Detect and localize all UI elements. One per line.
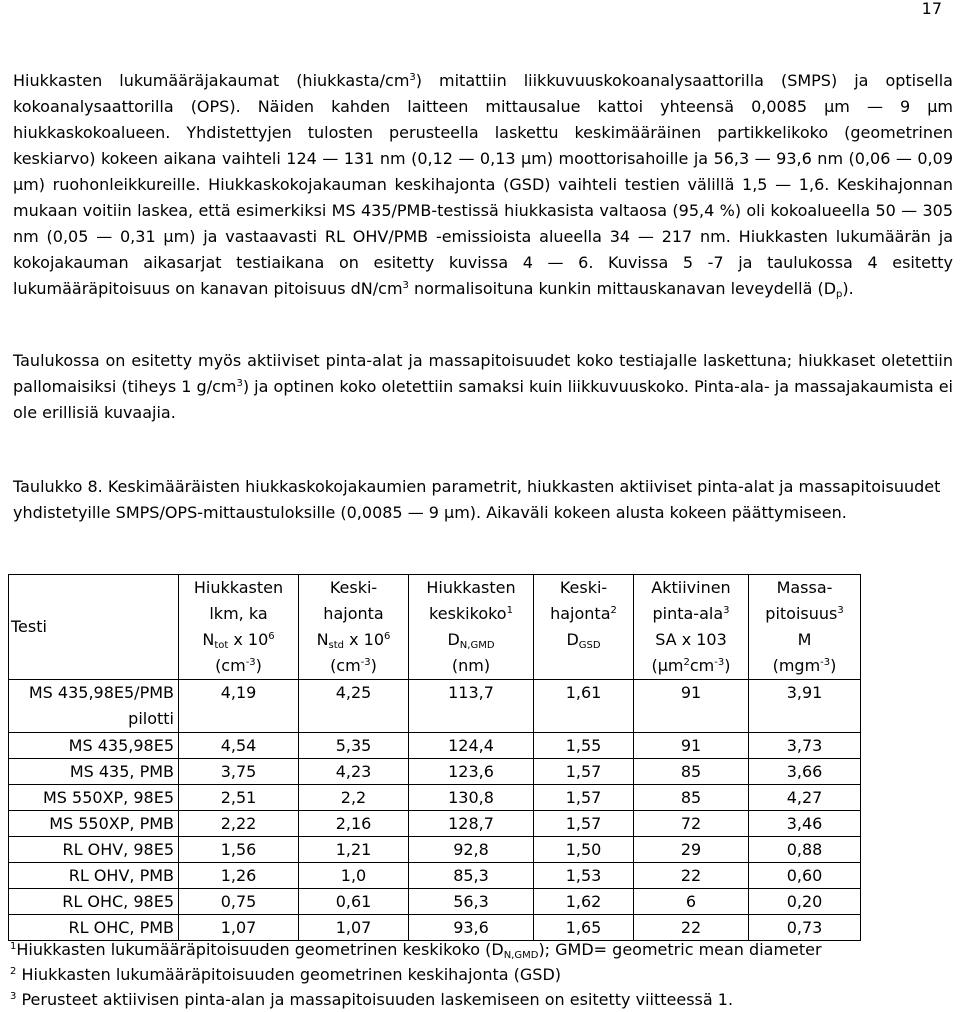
cell-m: 0,73 (749, 915, 861, 941)
table-header-row (9, 575, 861, 680)
cell-testi: MS 550XP, 98E5 (9, 785, 179, 811)
header-mass-concentration: Massa- pitoisuus$^3$ M (mgm$^{-3}$) (749, 575, 861, 680)
table-row (9, 811, 861, 837)
cell-std: 4,23 (299, 759, 409, 785)
table-row (9, 863, 861, 889)
cell-std: 4,25 (299, 680, 409, 733)
cell-sa: 22 (634, 915, 749, 941)
cell-sa: 29 (634, 837, 749, 863)
cell-n: 4,54 (179, 733, 299, 759)
footnote-1: $^1$Hiukkasten lukumääräpitoisuuden geometrinen keskikoko $(D_{N,GMD})$; GMD= geometric mean diameter (10, 940, 822, 961)
cell-testi: MS 550XP, PMB (9, 811, 179, 837)
cell-gmd: 123,6 (409, 759, 534, 785)
body-paragraph-2: Taulukossa on esitetty myös aktiiviset pinta-alat ja massapitoisuudet koko testiajalle laskettuna; hiukkaset oletettiin pallomaisiksi (tiheys 1 $g/cm^3$) ja optinen koko oletettiin samaksi kuin liikkuvuuskoko. Pinta-ala- ja massajakaumista ei ole erillisiä kuvaajia. (13, 351, 954, 422)
cell-n: 3,75 (179, 759, 299, 785)
header-active-surface: Aktiivinen pinta-ala$^3$ SA x 103 $(\mu m^2cm^{-3})$ (634, 575, 749, 680)
cell-sa: 6 (634, 889, 749, 915)
footnote-3: $^3$ Perusteet aktiivisen pinta-alan ja massapitoisuuden laskemiseen on esitetty viitteessä 1. (10, 990, 734, 1009)
table-row (9, 680, 861, 733)
body-paragraph-1: Hiukkasten lukumääräjakaumat $(hiukkasta/cm^3)$ mitattiin liikkuvuuskokoanalysaattorilla (SMPS) ja optisella kokoanalysaattorilla (OPS). Näiden kahden laitteen mittausalue kattoi yhteensä 0,0085 µm — 9 µm hiukkaskokoalueen. Yhdistettyjen tulosten perusteella laskettu keskimääräinen partikkelikoko (geometrinen keskiarvo) kokeen aikana vaihteli 124 — 131 nm (0,12 — 0,13 µm) moottorisahoille ja 56,3 — 93,6 nm (0,06 — 0,09 µm) ruohonleikkureille. Hiukkaskokojakauman keskihajonta (GSD) vaihteli testien välillä 1,5 — 1,6. Keskihajonnan mukaan voitiin laskea, että esimerkiksi MS 435/PMB-testissä hiukkasista valtaosa (95,4 %) oli kokoalueella 50 — 305 nm (0,05 — 0,31 µm) ja vastaavasti RL OHV/PMB -emissioista alueella 34 — 217 nm. Hiukkasten lukumäärän ja kokojakauman aikasarjat testiaikana on esitetty kuvissa 4 — 6. Kuvissa 5 -7 ja taulukossa 4 esitetty lukumääräpitoisuus on kanavan pitoisuus $dN/cm^3$ normalisoituna kunkin mittauskanavan leveydellä $(D_p)$. (13, 71, 953, 300)
cell-m: 3,91 (749, 680, 861, 733)
cell-n: 1,26 (179, 863, 299, 889)
cell-sa: 85 (634, 785, 749, 811)
cell-std: 2,2 (299, 785, 409, 811)
cell-sa: 85 (634, 759, 749, 785)
cell-n: 2,22 (179, 811, 299, 837)
header-gsd: Keski- hajonta$^2$ $D_{GSD}$ (534, 575, 634, 680)
header-testi: Testi (9, 575, 179, 680)
table-row (9, 759, 861, 785)
cell-gmd: 92,8 (409, 837, 534, 863)
cell-std: 1,21 (299, 837, 409, 863)
cell-n: 1,07 (179, 915, 299, 941)
table-row (9, 733, 861, 759)
table-row (9, 915, 861, 941)
cell-std: 5,35 (299, 733, 409, 759)
header-mean-size: Hiukkasten keskikoko$^1$ $D_{N,GMD}$ (nm) (409, 575, 534, 680)
footnote-2: $^2$ Hiukkasten lukumääräpitoisuuden geometrinen keskihajonta (GSD) (10, 965, 561, 984)
cell-m: 3,46 (749, 811, 861, 837)
cell-gsd: 1,50 (534, 837, 634, 863)
cell-n: 0,75 (179, 889, 299, 915)
cell-testi: RL OHC, 98E5 (9, 889, 179, 915)
cell-std: 2,16 (299, 811, 409, 837)
table-row (9, 785, 861, 811)
cell-gmd: 124,4 (409, 733, 534, 759)
cell-gmd: 128,7 (409, 811, 534, 837)
cell-sa: 91 (634, 680, 749, 733)
header-std-deviation: Keski- hajonta $N_{std}$ x $10^6$ $(cm^{-3})$ (299, 575, 409, 680)
cell-sa: 91 (634, 733, 749, 759)
cell-gmd: 130,8 (409, 785, 534, 811)
cell-m: 0,60 (749, 863, 861, 889)
cell-testi: MS 435,98E5 (9, 733, 179, 759)
cell-m: 0,88 (749, 837, 861, 863)
cell-gmd: 85,3 (409, 863, 534, 889)
cell-testi: RL OHC, PMB (9, 915, 179, 941)
cell-n: 4,19 (179, 680, 299, 733)
results-table (8, 574, 861, 941)
cell-sa: 22 (634, 863, 749, 889)
cell-m: 0,20 (749, 889, 861, 915)
cell-m: 4,27 (749, 785, 861, 811)
cell-m: 3,73 (749, 733, 861, 759)
page-number: 17 (921, 0, 942, 18)
cell-std: 0,61 (299, 889, 409, 915)
cell-m: 3,66 (749, 759, 861, 785)
cell-gsd: 1,57 (534, 759, 634, 785)
cell-gsd: 1,55 (534, 733, 634, 759)
cell-gsd: 1,53 (534, 863, 634, 889)
cell-gsd: 1,61 (534, 680, 634, 733)
cell-gsd: 1,57 (534, 785, 634, 811)
cell-testi: MS 435,98E5/PMB pilotti (9, 680, 179, 733)
cell-gmd: 113,7 (409, 680, 534, 733)
cell-gmd: 93,6 (409, 915, 534, 941)
cell-gmd: 56,3 (409, 889, 534, 915)
cell-testi: RL OHV, PMB (9, 863, 179, 889)
header-particle-count: Hiukkasten lkm, ka $N_{tot}$ x $10^6$ $(cm^{-3})$ (179, 575, 299, 680)
table-row (9, 889, 861, 915)
cell-std: 1,07 (299, 915, 409, 941)
cell-gsd: 1,62 (534, 889, 634, 915)
cell-n: 1,56 (179, 837, 299, 863)
cell-testi: RL OHV, 98E5 (9, 837, 179, 863)
cell-sa: 72 (634, 811, 749, 837)
cell-gsd: 1,65 (534, 915, 634, 941)
cell-std: 1,0 (299, 863, 409, 889)
cell-n: 2,51 (179, 785, 299, 811)
table-row (9, 837, 861, 863)
table-caption: Taulukko 8. Keskimääräisten hiukkaskokojakaumien parametrit, hiukkasten aktiiviset pinta-alat ja massapitoisuudet yhdistetyille SMPS/OPS-mittaustuloksille (0,0085 — 9 µm). Aikaväli kokeen alusta kokeen päättymiseen. (13, 477, 941, 522)
cell-gsd: 1,57 (534, 811, 634, 837)
cell-testi: MS 435, PMB (9, 759, 179, 785)
